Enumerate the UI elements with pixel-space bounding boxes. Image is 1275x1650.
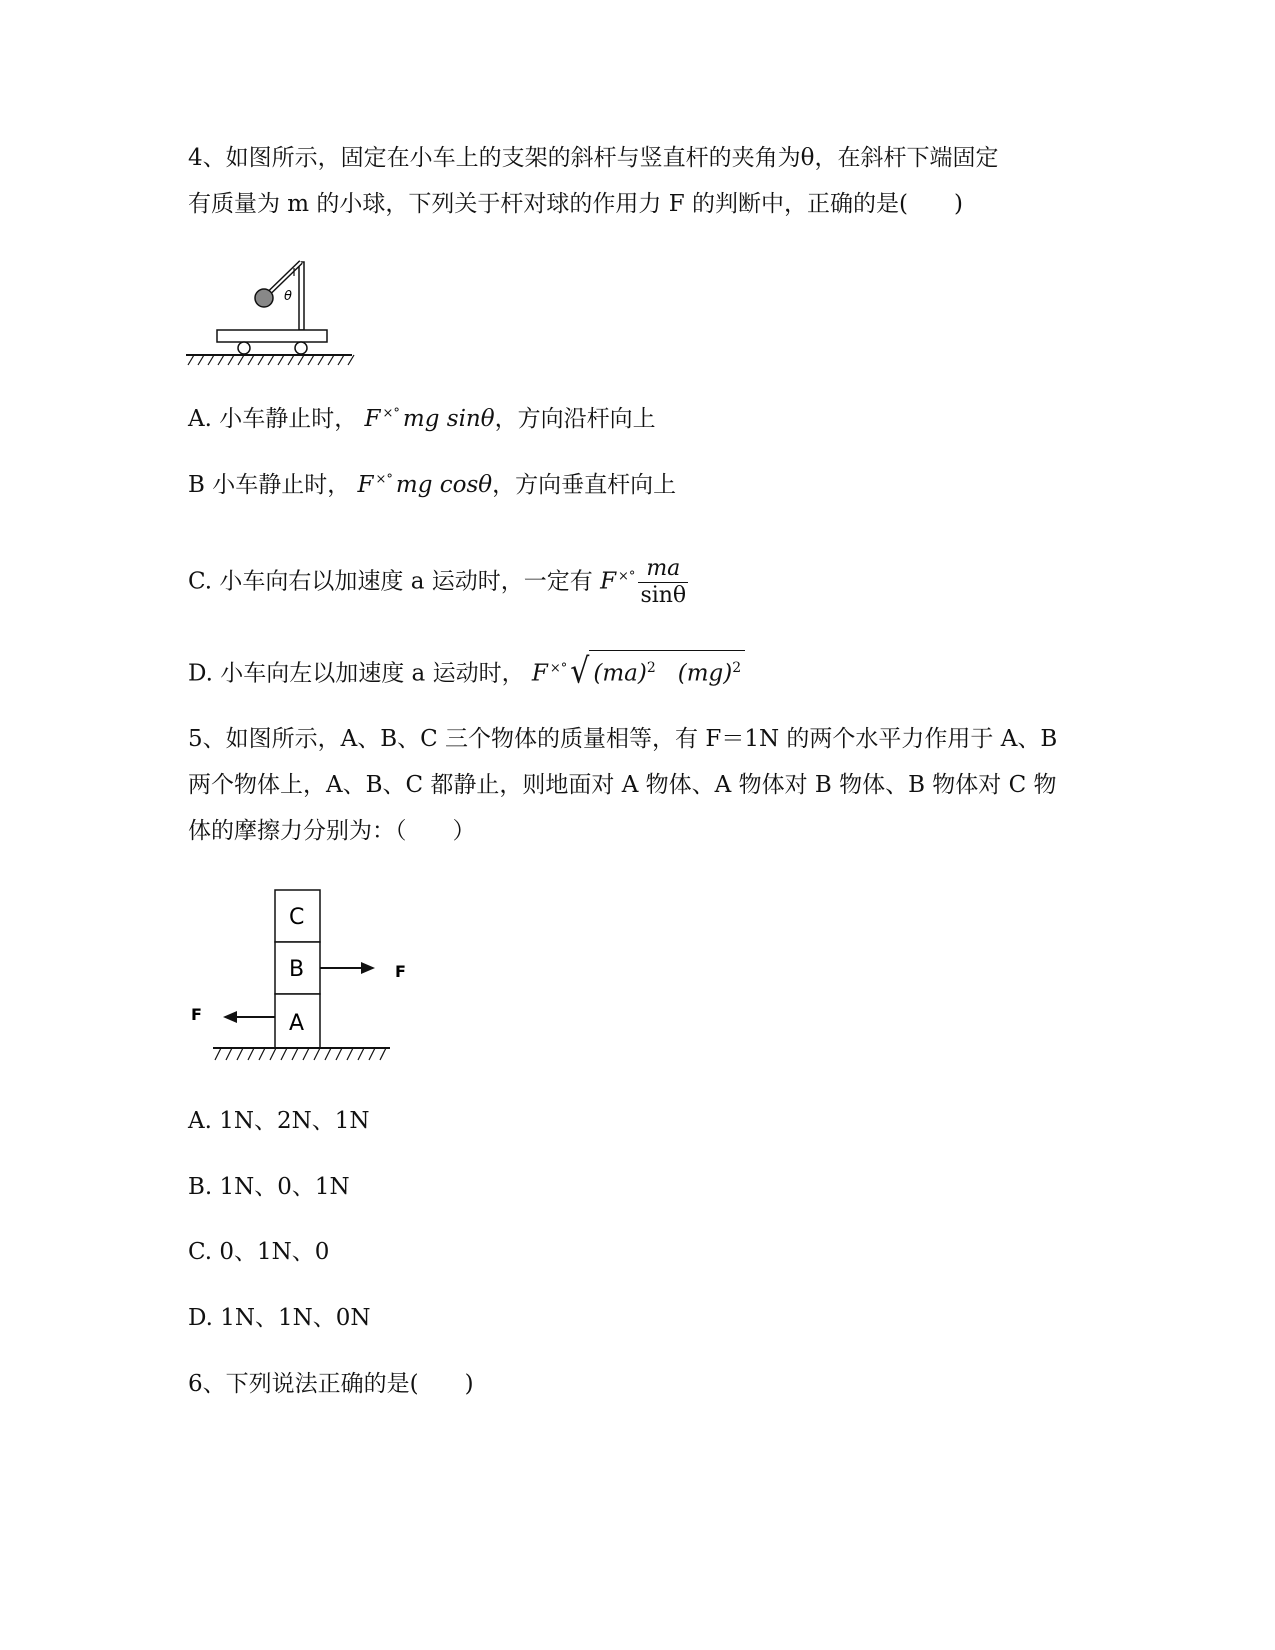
q4-option-c-fraction: [638, 556, 688, 609]
q5-option-b: B. 1N、0、1N: [188, 1174, 350, 1200]
ground-hatch-line: [188, 355, 194, 365]
ground-hatch-line: [358, 1048, 364, 1060]
ground-hatch-line: [318, 355, 324, 365]
q4-option-b-expr: mg cosθ: [395, 472, 493, 498]
ground-hatch-line: [226, 1048, 232, 1060]
ground-hatch-line: [288, 355, 294, 365]
q5-block-a-label: A: [289, 1011, 305, 1036]
q4-figure-theta: θ: [284, 289, 292, 304]
q4-option-a-prefix: A. 小车静止时，: [188, 406, 358, 432]
q4-option-b: [188, 470, 676, 504]
q4-option-c-denominator: sinθ: [640, 583, 687, 608]
q5-block-b-label: B: [289, 957, 305, 982]
q4-option-a-suffix: ，方向沿杆向上: [494, 406, 656, 432]
ground-hatch-line: [258, 355, 264, 365]
q4-stem-line-2: 有质量为 m 的小球，下列关于杆对球的作用力 F 的判断中，正确的是( ): [188, 191, 963, 217]
ground-hatch-line: [268, 355, 274, 365]
q4-option-b-mark: ×°: [375, 472, 393, 487]
q4-stem-line-1: 4、如图所示，固定在小车上的支架的斜杆与竖直杆的夹角为θ，在斜杆下端固定: [188, 145, 999, 171]
ground-hatch-line: [369, 1048, 375, 1060]
ground-hatch-line: [238, 355, 244, 365]
q4-option-c-mark: ×°: [618, 568, 636, 584]
sqrt-icon: √: [570, 650, 590, 692]
q4-option-a-expr: mg sinθ: [402, 406, 495, 432]
q5-option-c: C. 0、1N、0: [188, 1239, 330, 1265]
q4-option-b-suffix: ，方向垂直杆向上: [492, 472, 677, 498]
ground-hatch-line: [228, 355, 234, 365]
q4-option-d-term-2: (mg): [677, 660, 733, 687]
q4-option-d-f: F: [531, 660, 548, 687]
q4-option-c-numerator: ma: [638, 556, 688, 583]
q5-block-c-label: C: [289, 905, 305, 930]
ground-hatch-line: [218, 355, 224, 365]
q4-option-a: [188, 404, 656, 438]
q5-stem-line-2: 两个物体上，A、B、C 都静止，则地面对 A 物体、A 物体对 B 物体、B 物体对 C 物: [188, 772, 1057, 798]
ground-hatch-line: [347, 1048, 353, 1060]
ground-hatch-line: [380, 1048, 386, 1060]
q5-blocks-figure: [185, 880, 415, 1070]
ground-hatch-line: [198, 355, 204, 365]
q6-stem-line-1: 6、下列说法正确的是( ): [188, 1371, 474, 1397]
ground-hatch-line: [338, 355, 344, 365]
q4-option-d-term-1: (ma): [593, 660, 647, 687]
q4-option-c-f: F: [600, 568, 617, 595]
ground-hatch-line: [237, 1048, 243, 1060]
q5-stem-line-1: 5、如图所示，A、B、C 三个物体的质量相等，有 F＝1N 的两个水平力作用于 A、B: [188, 726, 1058, 752]
q4-option-c: [188, 556, 688, 609]
q4-option-d-exp-2: 2: [732, 660, 742, 676]
ground-hatch-line: [248, 1048, 254, 1060]
ground-hatch-line: [281, 1048, 287, 1060]
ground-hatch-line: [278, 355, 284, 365]
q4-option-b-prefix: B 小车静止时，: [188, 472, 351, 498]
q4-cart-figure: [180, 252, 360, 372]
ground-hatch-line: [308, 355, 314, 365]
ground-hatch-line: [248, 355, 254, 365]
q4-option-a-mark: ×°: [382, 406, 400, 421]
ground-hatch-line: [270, 1048, 276, 1060]
ground-hatch-line: [215, 1048, 221, 1060]
q4-option-b-f: F: [357, 472, 374, 498]
q4-option-d: [188, 650, 745, 693]
ground-hatch-line: [292, 1048, 298, 1060]
q5-option-d: D. 1N、1N、0N: [188, 1305, 371, 1331]
q5-force-left-label: F: [191, 1005, 202, 1024]
q4-option-c-prefix: C. 小车向右以加速度 a 运动时，一定有: [188, 568, 593, 595]
q4-option-d-mark: ×°: [549, 660, 568, 676]
q4-option-d-radicand: [589, 650, 745, 689]
ground-hatch-line: [336, 1048, 342, 1060]
q5-force-right-label: F: [395, 962, 406, 981]
ground-hatch-line: [208, 355, 214, 365]
ground-hatch-line: [303, 1048, 309, 1060]
q4-option-d-prefix: D. 小车向左以加速度 a 运动时，: [188, 660, 525, 687]
q4-option-a-f: F: [364, 406, 381, 432]
q5-option-a: A. 1N、2N、1N: [188, 1108, 370, 1134]
ground-hatch-line: [259, 1048, 265, 1060]
ground-hatch-line: [328, 355, 334, 365]
ground-hatch-line: [348, 355, 354, 365]
q4-option-d-exp-1: 2: [646, 660, 656, 676]
ground-hatch-line: [325, 1048, 331, 1060]
ground-hatch-line: [314, 1048, 320, 1060]
ground-hatch-line: [298, 355, 304, 365]
q5-stem-line-3: 体的摩擦力分别为：（ ）: [188, 818, 476, 844]
